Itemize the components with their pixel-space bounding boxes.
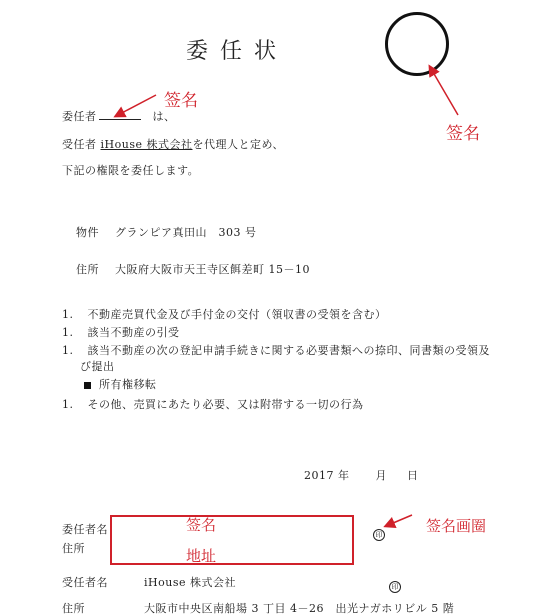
list-subitem-text: 所有権移転 [99, 378, 157, 391]
list-item-number: 1. [62, 308, 74, 321]
arrow-to-signature-circle [430, 67, 458, 115]
list-item-text: 該当不動産の次の登記申請手続きに関する必要書類への捺印、同書類の受領及 [87, 344, 490, 357]
property-label: 物件 [76, 226, 99, 239]
date-month: 月 [375, 469, 387, 482]
agent-line-prefix: 受任者 [62, 138, 101, 151]
agent-address-value: 大阪市中央区南船場 3 丁目 4－26 出光ナガホリビル 5 階 [144, 602, 455, 615]
list-item-number: 1. [62, 398, 74, 411]
list-item-continuation: び提出 [80, 360, 115, 373]
agent-line-suffix: を代理人と定め、 [192, 138, 285, 151]
property-value: グランピア真田山 303 号 [115, 226, 257, 239]
principal-address-label: 住所 [62, 542, 85, 555]
list-item-text: 該当不動産の引受 [87, 326, 180, 339]
annotation-signature-circle: 签名 [446, 124, 480, 144]
list-item-text: 不動産売買代金及び手付金の交付（領収書の受領を含む） [87, 308, 387, 321]
annotation-address-box: 地址 [186, 547, 217, 565]
agent-name-value: iHouse 株式会社 [144, 576, 236, 589]
annotation-signature-box: 签名 [186, 516, 217, 534]
address-label: 住所 [76, 263, 99, 276]
annotation-signature-circle-seal: 签名画圈 [426, 517, 487, 535]
list-item-number: 1. [62, 344, 74, 357]
annotation-signature-top: 签名 [164, 91, 198, 111]
document-title: 委任状 [186, 39, 289, 64]
agent-name-label: 受任者名 [62, 576, 108, 589]
principal-label: 委任者 [62, 110, 97, 123]
address-value: 大阪府大阪市天王寺区餌差町 15－10 [115, 263, 310, 276]
arrow-to-seal [386, 515, 412, 526]
principal-suffix: は、 [152, 110, 176, 123]
principal-name-label: 委任者名 [62, 523, 108, 536]
list-item-text: その他、売買にあたり必要、又は附帯する一切の行為 [87, 398, 364, 411]
seal-icon: 印 [389, 581, 401, 593]
agent-company: iHouse 株式会社 [100, 138, 193, 151]
date-year: 2017 年 [304, 469, 350, 482]
seal-icon: 印 [373, 529, 385, 541]
date-day: 日 [407, 469, 419, 482]
list-item-number: 1. [62, 326, 74, 339]
delegation-line: 下記の権限を委任します。 [62, 164, 200, 177]
agent-address-label: 住所 [62, 602, 85, 615]
arrow-to-principal-name [116, 95, 156, 116]
